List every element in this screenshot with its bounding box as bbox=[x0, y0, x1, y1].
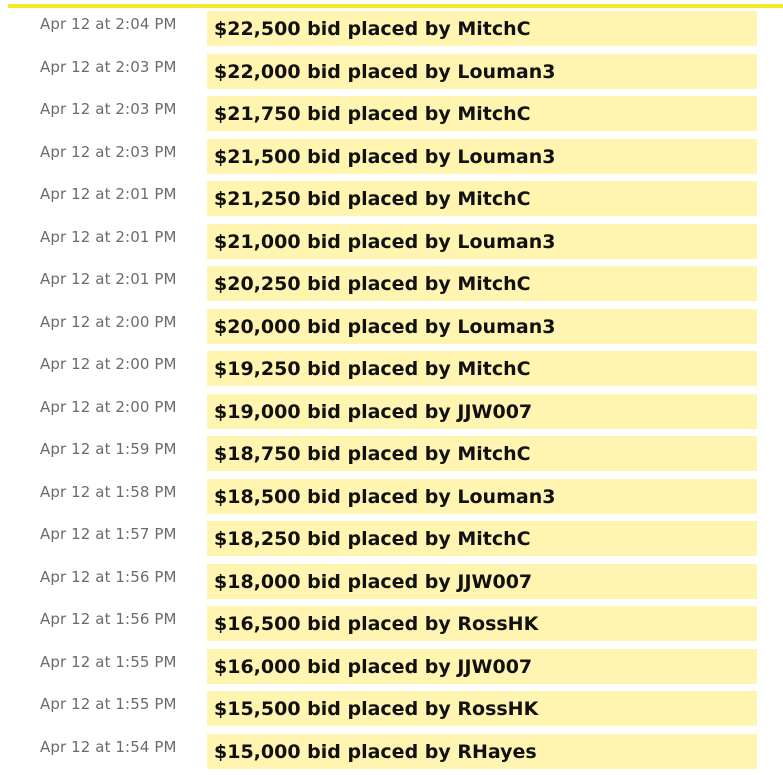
bid-entry: $19,000 bid placed by JJW007 bbox=[207, 394, 757, 429]
bid-timestamp: Apr 12 at 1:57 PM bbox=[40, 525, 177, 543]
bid-row bbox=[0, 394, 783, 437]
bid-entry: $16,500 bid placed by RossHK bbox=[207, 606, 757, 641]
bid-entry: $21,000 bid placed by Louman3 bbox=[207, 224, 757, 259]
bid-timestamp: Apr 12 at 2:01 PM bbox=[40, 270, 177, 288]
bid-timestamp: Apr 12 at 1:59 PM bbox=[40, 440, 177, 458]
bid-entry: $19,250 bid placed by MitchC bbox=[207, 351, 757, 386]
bid-row bbox=[0, 564, 783, 607]
bid-timestamp: Apr 12 at 2:00 PM bbox=[40, 397, 177, 416]
bid-timestamp: Apr 12 at 2:03 PM bbox=[40, 57, 177, 76]
bid-timestamp: Apr 12 at 1:54 PM bbox=[40, 737, 177, 756]
bid-entry: $20,250 bid placed by MitchC bbox=[207, 266, 757, 301]
bid-entry: $18,250 bid placed by MitchC bbox=[207, 521, 757, 556]
bid-entry: $18,750 bid placed by MitchC bbox=[207, 436, 757, 471]
bid-row bbox=[0, 521, 783, 564]
bid-timestamp: Apr 12 at 2:01 PM bbox=[40, 185, 177, 203]
bid-row bbox=[0, 309, 783, 352]
bid-row bbox=[0, 54, 783, 97]
bid-row bbox=[0, 351, 783, 394]
bid-timestamp: Apr 12 at 1:55 PM bbox=[40, 695, 177, 713]
bid-entry: $15,500 bid placed by RossHK bbox=[207, 691, 757, 726]
bid-row bbox=[0, 139, 783, 182]
bid-entry: $18,000 bid placed by JJW007 bbox=[207, 564, 757, 599]
bid-row bbox=[0, 266, 783, 309]
bid-row bbox=[0, 96, 783, 139]
bid-row bbox=[0, 181, 783, 224]
bid-entry: $21,250 bid placed by MitchC bbox=[207, 181, 757, 216]
bid-row bbox=[0, 224, 783, 267]
bid-history-list bbox=[0, 11, 783, 775]
bid-timestamp: Apr 12 at 2:01 PM bbox=[40, 227, 177, 246]
bid-entry: $21,500 bid placed by Louman3 bbox=[207, 139, 757, 174]
bid-timestamp: Apr 12 at 2:00 PM bbox=[40, 312, 177, 331]
bid-timestamp: Apr 12 at 1:56 PM bbox=[40, 610, 177, 628]
bid-entry: $22,000 bid placed by Louman3 bbox=[207, 54, 757, 89]
accent-divider bbox=[8, 4, 783, 8]
bid-row bbox=[0, 606, 783, 649]
bid-timestamp: Apr 12 at 2:03 PM bbox=[40, 100, 177, 118]
bid-entry: $16,000 bid placed by JJW007 bbox=[207, 649, 757, 684]
bid-timestamp: Apr 12 at 2:04 PM bbox=[40, 15, 177, 33]
bid-entry: $22,500 bid placed by MitchC bbox=[207, 11, 757, 46]
bid-timestamp: Apr 12 at 1:56 PM bbox=[40, 567, 177, 586]
bid-entry: $18,500 bid placed by Louman3 bbox=[207, 479, 757, 514]
bid-row bbox=[0, 734, 783, 775]
bid-row bbox=[0, 11, 783, 54]
bid-timestamp: Apr 12 at 2:03 PM bbox=[40, 142, 177, 161]
bid-entry: $15,000 bid placed by RHayes bbox=[207, 734, 757, 769]
bid-entry: $20,000 bid placed by Louman3 bbox=[207, 309, 757, 344]
bid-row bbox=[0, 436, 783, 479]
bid-timestamp: Apr 12 at 2:00 PM bbox=[40, 355, 177, 373]
bid-timestamp: Apr 12 at 1:58 PM bbox=[40, 482, 177, 501]
bid-row bbox=[0, 691, 783, 734]
bid-timestamp: Apr 12 at 1:55 PM bbox=[40, 652, 177, 671]
bid-row bbox=[0, 479, 783, 522]
bid-entry: $21,750 bid placed by MitchC bbox=[207, 96, 757, 131]
bid-row bbox=[0, 649, 783, 692]
